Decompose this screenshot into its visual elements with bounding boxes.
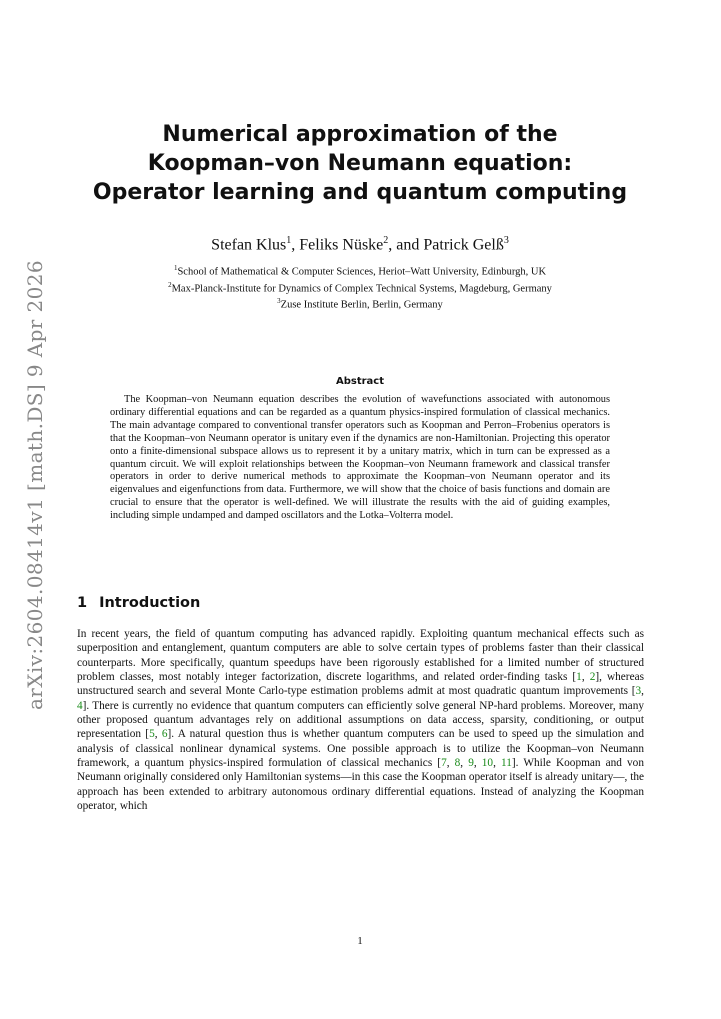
title-line: Operator learning and quantum computing [92,180,628,205]
affiliation-text: School of Mathematical & Computer Sciences, Heriot–Watt University, Edinburgh, UK [177,266,547,278]
citation-link[interactable]: 10 [481,757,494,770]
affiliation-list [80,262,640,312]
citation-separator: , [154,728,162,741]
paragraph-text: ]. A natural question thus is whether quantum computers can be used to speed up the simulation and analysis of classical nonlinear dynamical systems. One possible approach is to utilize the Koopman–von Neumann framework, a quantum physics-inspired formulation of classical mechanics [ [77,728,644,770]
citation-link[interactable]: 4 [77,699,83,712]
author-affiliation-mark: 1 [286,235,292,246]
paragraph-text: ], whereas unstructured search and several Monte Carlo-type estimation problems admit at most quadratic quantum improvements [ [77,671,644,698]
author-name: Patrick Gelß [423,236,504,254]
author-name: Feliks Nüske [299,236,384,254]
affiliation-text: Zuse Institute Berlin, Berlin, Germany [280,299,443,311]
title-line: Koopman–von Neumann equation: [147,151,573,176]
citation-link[interactable]: 5 [149,728,155,741]
abstract-heading: Abstract [335,376,385,387]
section-number: 1 [77,595,88,611]
citation-link[interactable]: 11 [500,757,512,770]
affiliation-mark: 1 [173,264,178,272]
citation-separator: , [581,671,590,684]
affiliation [80,295,640,312]
citation-link[interactable]: 9 [468,757,474,770]
citation-separator: , [473,757,482,770]
citation-link[interactable]: 1 [576,671,582,684]
paragraph-text: ]. While Koopman and von Neumann originally considered only Hamiltonian systems—in this case the Koopman operator itself is already unitary—, the approach has been extended to arbitrary autonomous ordinary differential equations. Instead of analyzing the Koopman operator, which [77,757,644,813]
paper-title [80,120,640,207]
affiliation [80,279,640,296]
citation-separator: , [460,757,469,770]
page-number: 1 [357,935,363,947]
paragraph-text: In recent years, the field of quantum computing has advanced rapidly. Exploiting quantum mechanical effects such as superposition and entanglement, quantum computers are able to solve certain types of problems faster than their classical counterparts. More specifically, quantum speedups have been rigorously established for a limited number of structured problem classes, most notably integer factorization, discrete logarithms, and related order-finding tasks [ [77,628,644,684]
citation-separator: , [446,757,455,770]
citation-link[interactable]: 7 [441,757,447,770]
paragraph-text: ]. There is currently no evidence that quantum computers can efficiently solve general NP-hard problems. Moreover, many other proposed quantum advantages rely on additional assumptions on data access, sparsity, conditioning, or output representation [ [77,699,644,741]
author-name: Stefan Klus [211,236,287,254]
citation-link[interactable]: 8 [454,757,461,770]
citation-link[interactable]: 3 [635,685,642,698]
arxiv-identifier-text: arXiv:2604.08414v1 [math.DS] 9 Apr 2026 [23,259,47,711]
author-affiliation-mark: 3 [503,235,509,246]
affiliation-text: Max-Planck-Institute for Dynamics of Complex Technical Systems, Magdeburg, Germany [171,283,552,294]
section-title: Introduction [99,595,201,611]
author-list [80,231,640,255]
citation-link[interactable]: 2 [589,671,596,684]
citation-separator: , [641,685,644,698]
arxiv-identifier-stamp [10,259,60,711]
citation-link[interactable]: 6 [161,728,168,741]
affiliation-mark: 2 [168,280,172,289]
affiliation-mark: 3 [277,297,281,305]
author-separator: , and [388,236,424,254]
author-affiliation-mark: 2 [383,235,389,246]
affiliation [80,262,640,279]
author-separator: , [291,236,300,254]
introduction-paragraph [77,627,644,813]
citation-separator: , [493,757,501,770]
abstract-text: The Koopman–von Neumann equation describes the evolution of wavefunctions associated with autonomous ordinary differential equations and can be regarded as a quantum physics-inspired formulation of classical mechanics. The main advantage compared to conventional transfer operators such as Koopman and Perron–Frobenius operators is that the Koopman–von Neumann operator is unitary even if the dynamics are non-Hamiltonian. Projecting this operator onto a finite-dimensional subspace allows us to represent it by a unitary matrix, which in turn can be expressed as a quantum circuit. We will exploit relationships between the Koopman–von Neumann framework and classical transfer operators in order to derive numerical methods to approximate the Koopman–von Neumann operator and its eigenvalues and eigenfunctions from data. Furthermore, we will show that the choice of basis functions and domain are crucial to ensure that the operator is well-defined. We will illustrate the results with the aid of guiding examples, including simple undamped and damped oscillators and the Lotka–Volterra model. [110,394,610,522]
title-line: Numerical approximation of the [162,122,558,147]
section-heading [77,593,637,613]
